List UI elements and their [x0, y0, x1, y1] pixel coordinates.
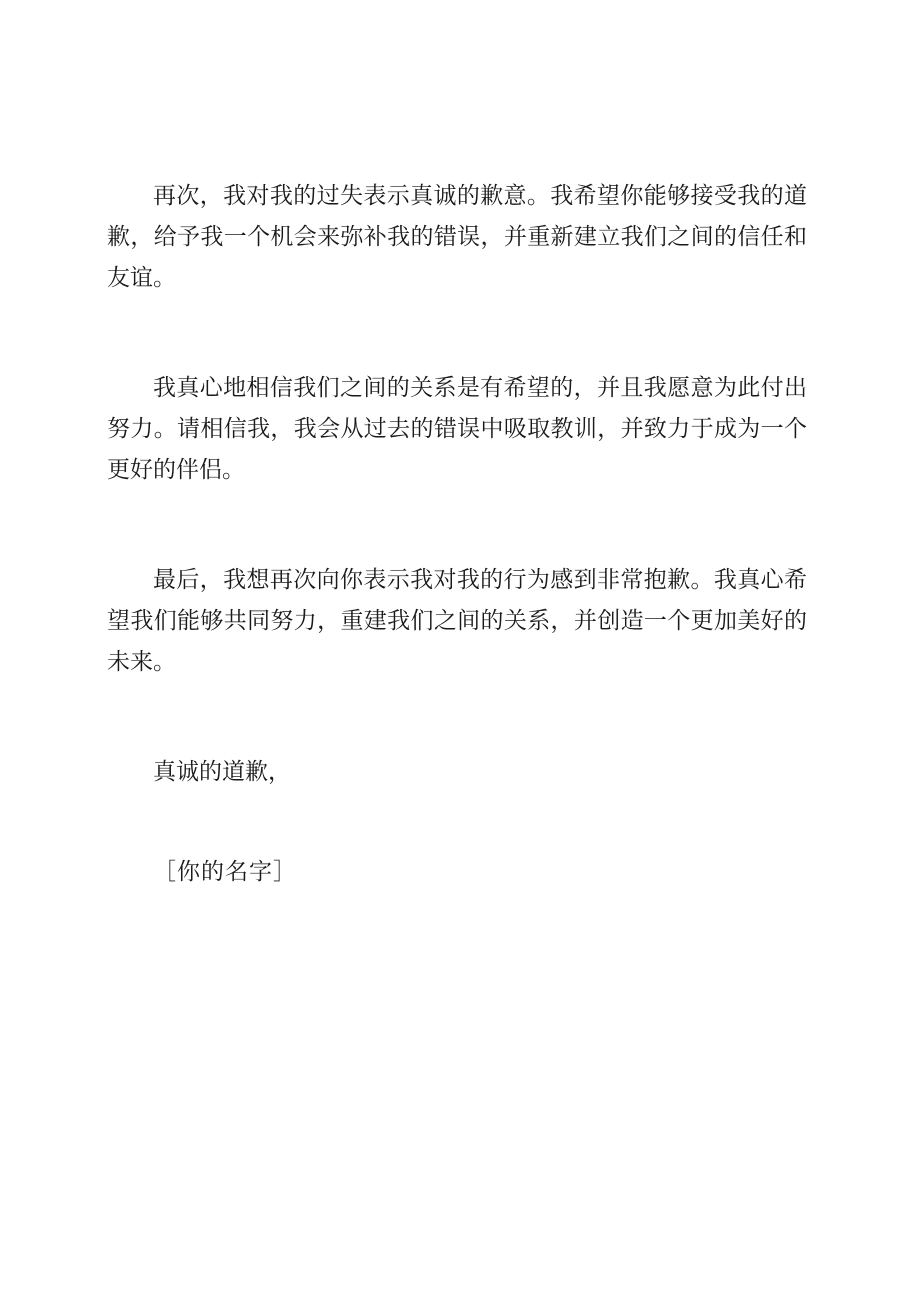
paragraph-belief: 我真心地相信我们之间的关系是有希望的，并且我愿意为此付出努力。请相信我，我会从过去的错误中吸取教训，并致力于成为一个更好的伴侣。 [107, 375, 807, 483]
paragraph-apology: 再次，我对我的过失表示真诚的歉意。我希望你能够接受我的道歉，给予我一个机会来弥补我的错误，并重新建立我们之间的信任和友谊。 [107, 183, 807, 291]
closing-line: 真诚的道歉， [153, 759, 291, 785]
signature-placeholder: ［你的名字］ [153, 859, 297, 885]
paragraph-conclusion: 最后，我想再次向你表示我对我的行为感到非常抱歉。我真心希望我们能够共同努力，重建我们之间的关系，并创造一个更加美好的未来。 [107, 567, 807, 675]
